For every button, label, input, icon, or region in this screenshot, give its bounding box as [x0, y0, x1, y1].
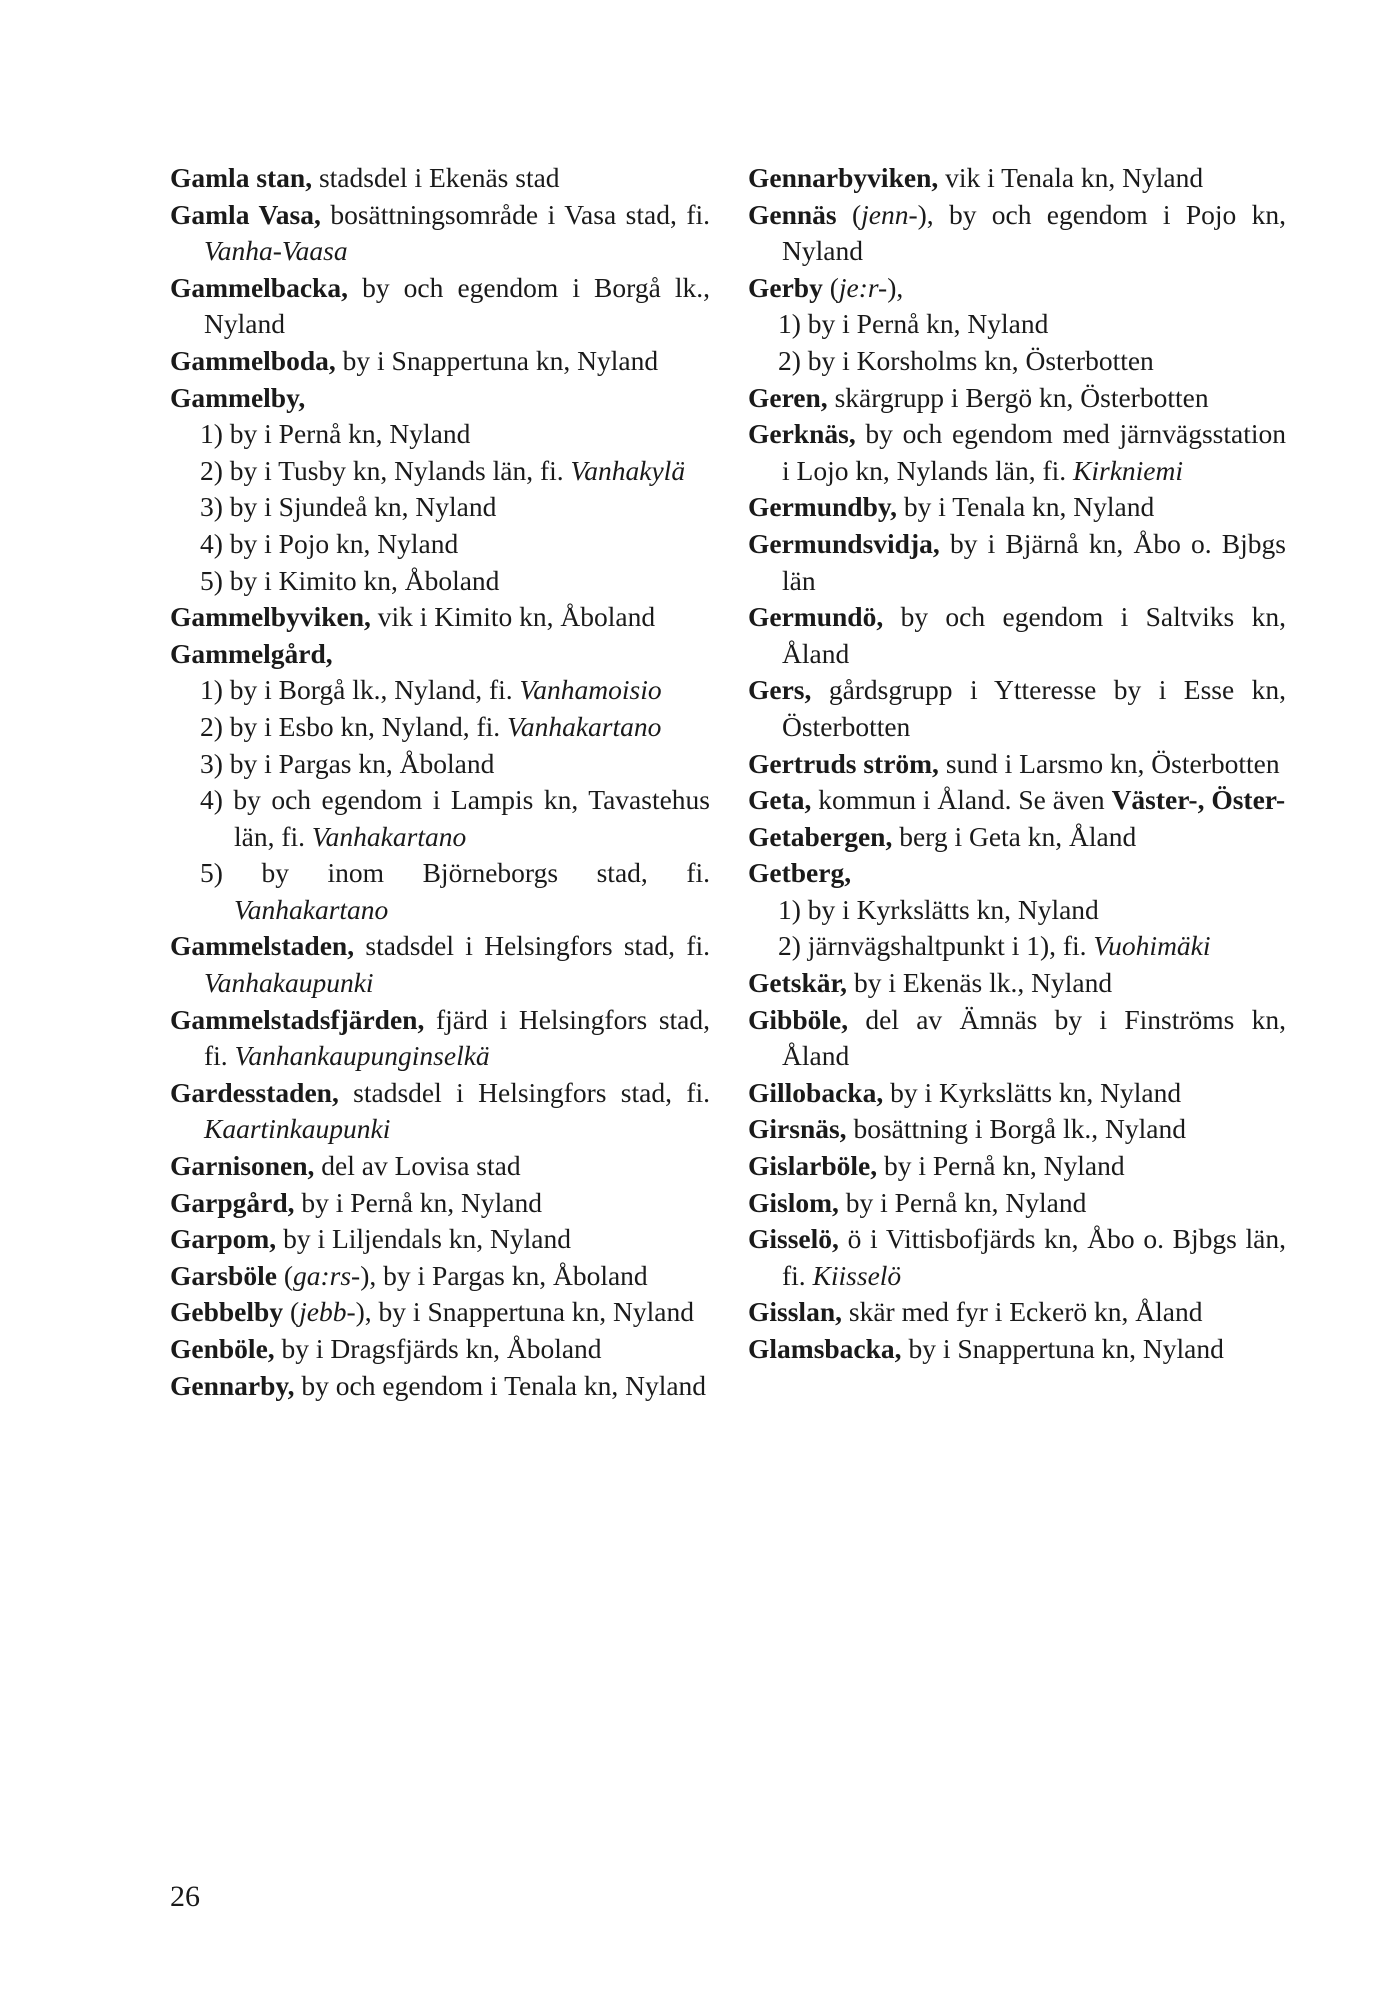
gazetteer-entry: Gibböle, del av Ämnäs by i Finströms kn, Åland	[748, 1003, 1286, 1072]
gazetteer-entry: Girsnäs, bosättning i Borgå lk., Nyland	[748, 1113, 1186, 1145]
gazetteer-entry: Gislom, by i Pernå kn, Nyland	[748, 1186, 1087, 1218]
gazetteer-entry: Getberg,	[748, 857, 852, 889]
gazetteer-entry: Gammelbacka, by och egendom i Borgå lk., Nyland	[170, 271, 710, 340]
gazetteer-entry: Gerby (je:r-),	[748, 271, 904, 303]
gazetteer-entry: Gennarby, by och egendom i Tenala kn, Nyland	[170, 1369, 707, 1401]
gazetteer-entry: Gerknäs, by och egendom med järnvägsstation i Lojo kn, Nylands län, fi. Kirkniemi	[748, 418, 1286, 486]
right-column	[748, 160, 1286, 1368]
left-column	[170, 160, 710, 1404]
gazetteer-subentry: 5) by i Kimito kn, Åboland	[200, 564, 500, 596]
gazetteer-subentry: 1) by i Kyrkslätts kn, Nyland	[778, 893, 1099, 925]
gazetteer-entry: Gamla Vasa, bosättningsområde i Vasa stad, fi. Vanha-Vaasa	[170, 198, 711, 267]
gazetteer-subentry: 3) by i Sjundeå kn, Nyland	[200, 491, 497, 523]
gazetteer-entry: Gammelstaden, stadsdel i Helsingfors stad, fi. Vanhakaupunki	[170, 930, 710, 999]
gazetteer-subentry: 1) by i Borgå lk., Nyland, fi. Vanhamoisio	[200, 674, 662, 706]
gazetteer-entry: Getskär, by i Ekenäs lk., Nyland	[748, 967, 1113, 999]
gazetteer-entry: Gisselö, ö i Vittisbofjärds kn, Åbo o. Bjbgs län, fi. Kiisselö	[748, 1223, 1286, 1291]
gazetteer-subentry: 1) by i Pernå kn, Nyland	[778, 308, 1049, 340]
gazetteer-entry: Geta, kommun i Åland. Se även Väster-, Öster-	[748, 784, 1286, 816]
gazetteer-entry: Germundö, by och egendom i Saltviks kn, Åland	[748, 601, 1286, 669]
gazetteer-entry: Gammelboda, by i Snappertuna kn, Nyland	[170, 344, 659, 376]
gazetteer-entry: Gardesstaden, stadsdel i Helsingfors stad, fi. Kaartinkaupunki	[170, 1076, 710, 1145]
gazetteer-subentry: 2) järnvägshaltpunkt i 1), fi. Vuohimäki	[778, 930, 1211, 962]
gazetteer-entry: Gennarbyviken, vik i Tenala kn, Nyland	[748, 162, 1204, 193]
gazetteer-subentry: 2) by i Esbo kn, Nyland, fi. Vanhakartano	[200, 710, 662, 742]
gazetteer-entry: Gennäs (jenn-), by och egendom i Pojo kn, Nyland	[748, 198, 1286, 267]
gazetteer-entry: Garpgård, by i Pernå kn, Nyland	[170, 1186, 542, 1218]
gazetteer-subentry: 1) by i Pernå kn, Nyland	[200, 418, 471, 450]
gazetteer-entry: Garpom, by i Liljendals kn, Nyland	[170, 1223, 572, 1255]
gazetteer-subentry: 2) by i Tusby kn, Nylands län, fi. Vanhakylä	[200, 454, 686, 486]
gazetteer-entry: Gammelbyviken, vik i Kimito kn, Åboland	[170, 601, 656, 633]
gazetteer-subentry: 4) by och egendom i Lampis kn, Tavastehus län, fi. Vanhakartano	[200, 784, 710, 852]
gazetteer-subentry: 2) by i Korsholms kn, Österbotten	[778, 344, 1154, 376]
gazetteer-entry: Garsböle (ga:rs-), by i Pargas kn, Åboland	[170, 1259, 648, 1291]
page-number: 26	[170, 1880, 200, 1913]
gazetteer-entry: Gammelgård,	[170, 637, 333, 669]
gazetteer-entry: Genböle, by i Dragsfjärds kn, Åboland	[170, 1333, 602, 1364]
gazetteer-entry: Gammelby,	[170, 381, 306, 413]
gazetteer-entry: Gammelstadsfjärden, fjärd i Helsingfors stad, fi. Vanhankaupunginselkä	[170, 1003, 710, 1072]
gazetteer-entry: Gertruds ström, sund i Larsmo kn, Österbotten	[748, 747, 1280, 779]
gazetteer-entry: Glamsbacka, by i Snappertuna kn, Nyland	[748, 1333, 1224, 1364]
gazetteer-entry: Garnisonen, del av Lovisa stad	[170, 1150, 521, 1182]
gazetteer-subentry: 4) by i Pojo kn, Nyland	[200, 527, 459, 559]
gazetteer-entry: Gislarböle, by i Pernå kn, Nyland	[748, 1150, 1125, 1182]
gazetteer-entry: Gillobacka, by i Kyrkslätts kn, Nyland	[748, 1076, 1182, 1108]
gazetteer-entry: Gamla stan, stadsdel i Ekenäs stad	[170, 162, 560, 193]
gazetteer-entry: Getabergen, berg i Geta kn, Åland	[748, 820, 1137, 852]
gazetteer-entry: Gers, gårdsgrupp i Ytteresse by i Esse kn, Österbotten	[748, 674, 1286, 742]
gazetteer-entry: Germundsvidja, by i Bjärnå kn, Åbo o. Bjbgs län	[748, 527, 1286, 596]
gazetteer-entry: Germundby, by i Tenala kn, Nyland	[748, 491, 1155, 523]
gazetteer-subentry: 5) by inom Björneborgs stad, fi. Vanhakartano	[200, 857, 710, 925]
gazetteer-subentry: 3) by i Pargas kn, Åboland	[200, 747, 495, 779]
gazetteer-entry: Gebbelby (jebb-), by i Snappertuna kn, Nyland	[170, 1296, 694, 1328]
gazetteer-entry: Gisslan, skär med fyr i Eckerö kn, Åland	[748, 1296, 1203, 1328]
gazetteer-entry: Geren, skärgrupp i Bergö kn, Österbotten	[748, 381, 1209, 413]
